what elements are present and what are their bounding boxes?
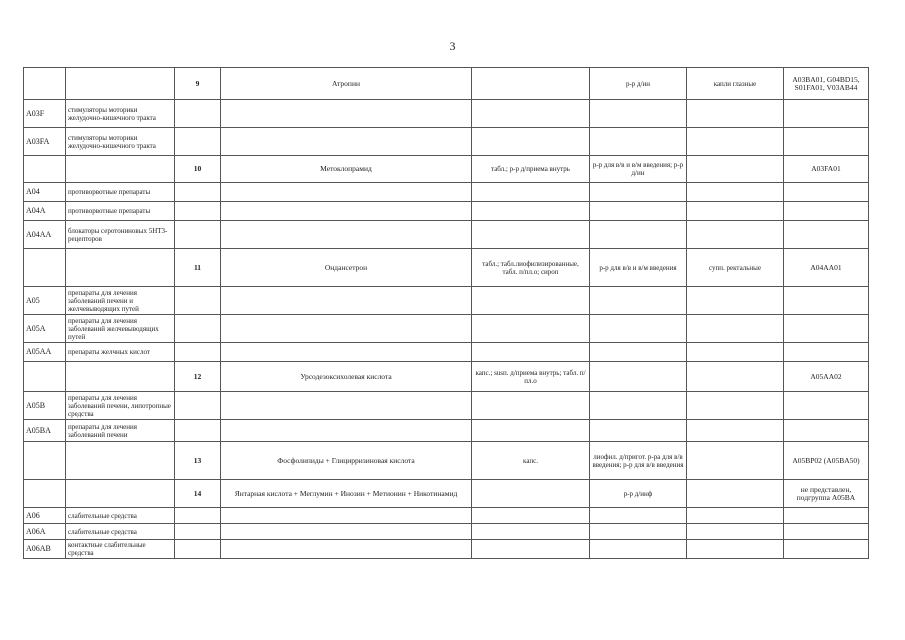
group-name-cell: стимуляторы моторики желудочно-кишечного тракта (66, 128, 175, 156)
drug-number-cell (175, 221, 221, 249)
drug-name-cell: Янтарная кислота + Меглумин + Инозин + Метионин + Никотинамид (221, 480, 472, 508)
drug-name-cell (221, 524, 472, 540)
other-form-cell (687, 524, 784, 540)
injection-form-cell (590, 100, 687, 128)
dosage-form-cell (472, 183, 590, 202)
drug-number-cell: 12 (175, 362, 221, 392)
group-name-cell (66, 249, 175, 287)
drug-atc-cell (784, 128, 869, 156)
drug-atc-cell (784, 524, 869, 540)
drug-atc-cell (784, 202, 869, 221)
other-form-cell (687, 183, 784, 202)
drug-atc-cell (784, 100, 869, 128)
drug-atc-cell (784, 420, 869, 442)
drug-atc-cell (784, 540, 869, 559)
group-row (24, 524, 869, 540)
drug-number-cell (175, 508, 221, 524)
injection-form-cell: р-р д/ин (590, 68, 687, 100)
dosage-form-cell: капс. (472, 442, 590, 480)
atc-code-cell: A06AB (24, 540, 66, 559)
group-name-cell: контактные слабительные средства (66, 540, 175, 559)
injection-form-cell (590, 540, 687, 559)
other-form-cell: супп. ректальные (687, 249, 784, 287)
drug-number-cell: 10 (175, 156, 221, 183)
drug-number-cell (175, 343, 221, 362)
drug-atc-cell (784, 287, 869, 315)
drug-name-cell (221, 420, 472, 442)
group-row (24, 221, 869, 249)
dosage-form-cell (472, 68, 590, 100)
injection-form-cell (590, 508, 687, 524)
drug-name-cell (221, 315, 472, 343)
dosage-form-cell (472, 524, 590, 540)
drug-name-cell (221, 392, 472, 420)
dosage-form-cell (472, 392, 590, 420)
group-row (24, 315, 869, 343)
injection-form-cell: р-р для в/в и в/м введения (590, 249, 687, 287)
group-name-cell (66, 362, 175, 392)
group-name-cell: препараты для лечения заболеваний печени, липотропные средства (66, 392, 175, 420)
drug-number-cell (175, 128, 221, 156)
drug-number-cell (175, 420, 221, 442)
group-row (24, 128, 869, 156)
atc-code-cell: A05 (24, 287, 66, 315)
other-form-cell (687, 128, 784, 156)
atc-code-cell (24, 156, 66, 183)
drug-name-cell (221, 100, 472, 128)
drug-number-cell (175, 540, 221, 559)
other-form-cell: капли глазные (687, 68, 784, 100)
group-name-cell: препараты для лечения заболеваний желчевыводящих путей (66, 315, 175, 343)
drug-atc-cell: A03BA01, G04BD15, S01FA01, V03AB44 (784, 68, 869, 100)
group-name-cell (66, 480, 175, 508)
drug-atc-cell (784, 183, 869, 202)
drug-name-cell: Ондансетрон (221, 249, 472, 287)
dosage-form-cell: капс.; susп. д/приема внутрь; табл. п/пл.о (472, 362, 590, 392)
other-form-cell (687, 442, 784, 480)
drug-number-cell: 14 (175, 480, 221, 508)
dosage-form-cell (472, 480, 590, 508)
drug-number-cell (175, 287, 221, 315)
other-form-cell (687, 156, 784, 183)
atc-code-cell (24, 442, 66, 480)
drug-row (24, 442, 869, 480)
group-row (24, 540, 869, 559)
drug-number-cell: 9 (175, 68, 221, 100)
drug-row (24, 480, 869, 508)
injection-form-cell (590, 221, 687, 249)
atc-code-cell: A04A (24, 202, 66, 221)
group-row (24, 392, 869, 420)
atc-code-cell: A04AA (24, 221, 66, 249)
group-row (24, 183, 869, 202)
group-name-cell: препараты желчных кислот (66, 343, 175, 362)
dosage-form-cell (472, 287, 590, 315)
dosage-form-cell (472, 202, 590, 221)
drug-name-cell (221, 202, 472, 221)
drug-number-cell: 13 (175, 442, 221, 480)
group-name-cell: препараты для лечения заболеваний печени и желчевыводящих путей (66, 287, 175, 315)
atc-code-cell (24, 480, 66, 508)
drug-name-cell (221, 540, 472, 559)
drug-name-cell (221, 287, 472, 315)
other-form-cell (687, 221, 784, 249)
group-name-cell: слабительные средства (66, 508, 175, 524)
drug-name-cell: Фосфолипиды + Глицирризиновая кислота (221, 442, 472, 480)
drug-name-cell (221, 183, 472, 202)
atc-code-cell: A03F (24, 100, 66, 128)
other-form-cell (687, 287, 784, 315)
drug-number-cell (175, 100, 221, 128)
drug-name-cell (221, 128, 472, 156)
group-name-cell: слабительные средства (66, 524, 175, 540)
drug-name-cell (221, 508, 472, 524)
other-form-cell (687, 540, 784, 559)
injection-form-cell (590, 524, 687, 540)
drug-number-cell: 11 (175, 249, 221, 287)
injection-form-cell (590, 392, 687, 420)
injection-form-cell (590, 420, 687, 442)
drug-row (24, 156, 869, 183)
atc-code-cell: A03FA (24, 128, 66, 156)
group-name-cell: противорвотные препараты (66, 202, 175, 221)
injection-form-cell (590, 183, 687, 202)
drug-atc-cell: A03FA01 (784, 156, 869, 183)
dosage-form-cell: табл.; табл.лиофилизированные, табл. п/пл.о; сироп (472, 249, 590, 287)
other-form-cell (687, 392, 784, 420)
group-name-cell (66, 68, 175, 100)
atc-code-cell: A05BA (24, 420, 66, 442)
drug-number-cell (175, 202, 221, 221)
injection-form-cell: лиофил. д/пригот. р-ра для в/в введения; р-р для в/в введения (590, 442, 687, 480)
group-row (24, 343, 869, 362)
drug-row (24, 249, 869, 287)
injection-form-cell (590, 287, 687, 315)
group-row (24, 202, 869, 221)
drug-atc-cell (784, 508, 869, 524)
injection-form-cell (590, 315, 687, 343)
group-name-cell (66, 156, 175, 183)
drug-name-cell: Урсодезоксихолевая кислота (221, 362, 472, 392)
atc-code-cell: A06A (24, 524, 66, 540)
group-row (24, 508, 869, 524)
drug-name-cell: Метоклопрамид (221, 156, 472, 183)
other-form-cell (687, 480, 784, 508)
drug-name-cell (221, 343, 472, 362)
dosage-form-cell (472, 540, 590, 559)
dosage-form-cell (472, 420, 590, 442)
drug-atc-cell (784, 392, 869, 420)
injection-form-cell: р-р для в/в и в/м введения; р-р д/ин (590, 156, 687, 183)
drug-atc-cell (784, 315, 869, 343)
drug-name-cell: Атропин (221, 68, 472, 100)
other-form-cell (687, 202, 784, 221)
injection-form-cell (590, 202, 687, 221)
group-row (24, 420, 869, 442)
group-name-cell: блокаторы серотониновых 5НТ3-рецепторов (66, 221, 175, 249)
atc-code-cell (24, 362, 66, 392)
other-form-cell (687, 343, 784, 362)
dosage-form-cell (472, 221, 590, 249)
atc-code-cell: A05B (24, 392, 66, 420)
group-row (24, 287, 869, 315)
other-form-cell (687, 362, 784, 392)
other-form-cell (687, 420, 784, 442)
drug-number-cell (175, 315, 221, 343)
dosage-form-cell (472, 508, 590, 524)
group-name-cell: препараты для лечения заболеваний печени (66, 420, 175, 442)
group-row (24, 100, 869, 128)
drug-atc-cell: A04AA01 (784, 249, 869, 287)
atc-code-cell: A05AA (24, 343, 66, 362)
drug-atc-cell: A05BP02 (A05BA50) (784, 442, 869, 480)
atc-code-cell: A04 (24, 183, 66, 202)
other-form-cell (687, 315, 784, 343)
dosage-form-cell (472, 343, 590, 362)
atc-code-cell (24, 68, 66, 100)
dosage-form-cell (472, 315, 590, 343)
drug-list-table (23, 67, 869, 559)
group-name-cell (66, 442, 175, 480)
other-form-cell (687, 100, 784, 128)
dosage-form-cell (472, 100, 590, 128)
group-name-cell: стимуляторы моторики желудочно-кишечного тракта (66, 100, 175, 128)
drug-atc-cell: не представлен, подгруппа A05BA (784, 480, 869, 508)
drug-row (24, 362, 869, 392)
drug-number-cell (175, 183, 221, 202)
drug-atc-cell (784, 221, 869, 249)
atc-code-cell: A05A (24, 315, 66, 343)
injection-form-cell (590, 128, 687, 156)
page-number: 3 (449, 39, 456, 53)
drug-atc-cell (784, 343, 869, 362)
dosage-form-cell (472, 128, 590, 156)
injection-form-cell (590, 362, 687, 392)
drug-number-cell (175, 524, 221, 540)
dosage-form-cell: табл.; р-р д/приема внутрь (472, 156, 590, 183)
drug-atc-cell: A05AA02 (784, 362, 869, 392)
other-form-cell (687, 508, 784, 524)
injection-form-cell: р-р д/инф (590, 480, 687, 508)
injection-form-cell (590, 343, 687, 362)
atc-code-cell: A06 (24, 508, 66, 524)
drug-row (24, 68, 869, 100)
atc-code-cell (24, 249, 66, 287)
drug-number-cell (175, 392, 221, 420)
drug-name-cell (221, 221, 472, 249)
group-name-cell: противорвотные препараты (66, 183, 175, 202)
